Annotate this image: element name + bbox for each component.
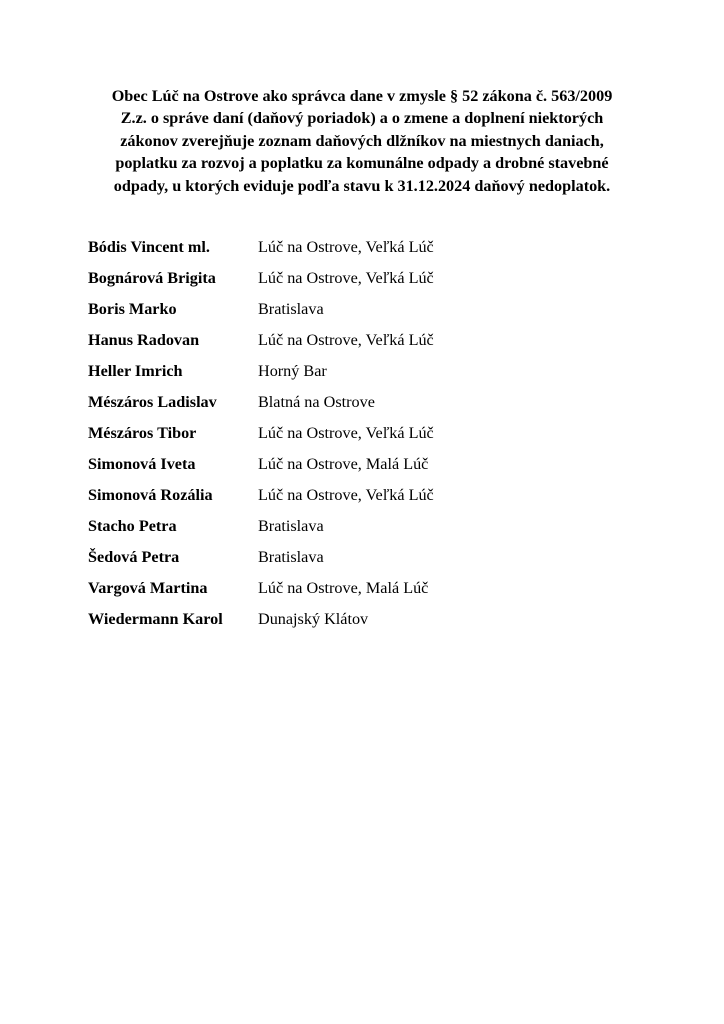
document-heading bbox=[82, 85, 642, 197]
debtor-row bbox=[88, 356, 648, 387]
debtor-name: Bognárová Brigita bbox=[88, 269, 216, 287]
debtor-place: Dunajský Klátov bbox=[258, 610, 369, 628]
debtor-row bbox=[88, 418, 648, 449]
debtor-name: Mészáros Tibor bbox=[88, 424, 197, 442]
debtor-place: Bratislava bbox=[258, 548, 324, 566]
debtor-place: Blatná na Ostrove bbox=[258, 393, 375, 411]
debtor-row bbox=[88, 542, 648, 573]
debtor-row bbox=[88, 294, 648, 325]
debtor-place: Bratislava bbox=[258, 300, 324, 318]
debtor-name: Mészáros Ladislav bbox=[88, 393, 217, 411]
debtor-name: Boris Marko bbox=[88, 300, 177, 318]
debtor-list bbox=[88, 232, 648, 635]
debtor-row bbox=[88, 511, 648, 542]
debtor-place: Horný Bar bbox=[258, 362, 327, 380]
debtor-row bbox=[88, 573, 648, 604]
debtor-name: Hanus Radovan bbox=[88, 331, 200, 349]
debtor-row bbox=[88, 480, 648, 511]
heading-line: odpady, u ktorých eviduje podľa stavu k 31.12.2024 daňový nedoplatok. bbox=[113, 176, 611, 195]
debtor-name: Heller Imrich bbox=[88, 362, 183, 380]
debtor-row bbox=[88, 387, 648, 418]
debtor-name: Wiedermann Karol bbox=[88, 610, 223, 628]
debtor-place: Lúč na Ostrove, Malá Lúč bbox=[258, 455, 429, 473]
debtor-name: Simonová Iveta bbox=[88, 455, 196, 473]
debtor-row bbox=[88, 263, 648, 294]
debtor-place: Lúč na Ostrove, Veľká Lúč bbox=[258, 238, 434, 256]
heading-line: poplatku za rozvoj a poplatku za komunálne odpady a drobné stavebné bbox=[115, 154, 609, 173]
debtor-row bbox=[88, 604, 648, 635]
debtor-row bbox=[88, 325, 648, 356]
debtor-place: Lúč na Ostrove, Veľká Lúč bbox=[258, 486, 434, 504]
debtor-name: Simonová Rozália bbox=[88, 486, 213, 504]
debtor-place: Bratislava bbox=[258, 517, 324, 535]
heading-line: Obec Lúč na Ostrove ako správca dane v zmysle § 52 zákona č. 563/2009 bbox=[111, 87, 613, 105]
debtor-place: Lúč na Ostrove, Veľká Lúč bbox=[258, 269, 434, 287]
debtor-row bbox=[88, 232, 648, 263]
debtor-name: Vargová Martina bbox=[88, 579, 208, 597]
debtor-name: Stacho Petra bbox=[88, 517, 177, 535]
debtor-name: Bódis Vincent ml. bbox=[88, 238, 210, 256]
debtor-place: Lúč na Ostrove, Veľká Lúč bbox=[258, 331, 434, 349]
debtor-name: Šedová Petra bbox=[88, 548, 180, 566]
debtor-place: Lúč na Ostrove, Veľká Lúč bbox=[258, 424, 434, 442]
heading-line: zákonov zverejňuje zoznam daňových dlžníkov na miestnych daniach, bbox=[120, 131, 604, 150]
heading-line: Z.z. o správe daní (daňový poriadok) a o zmene a doplnení niektorých bbox=[120, 109, 604, 128]
debtor-place: Lúč na Ostrove, Malá Lúč bbox=[258, 579, 429, 597]
debtor-row bbox=[88, 449, 648, 480]
